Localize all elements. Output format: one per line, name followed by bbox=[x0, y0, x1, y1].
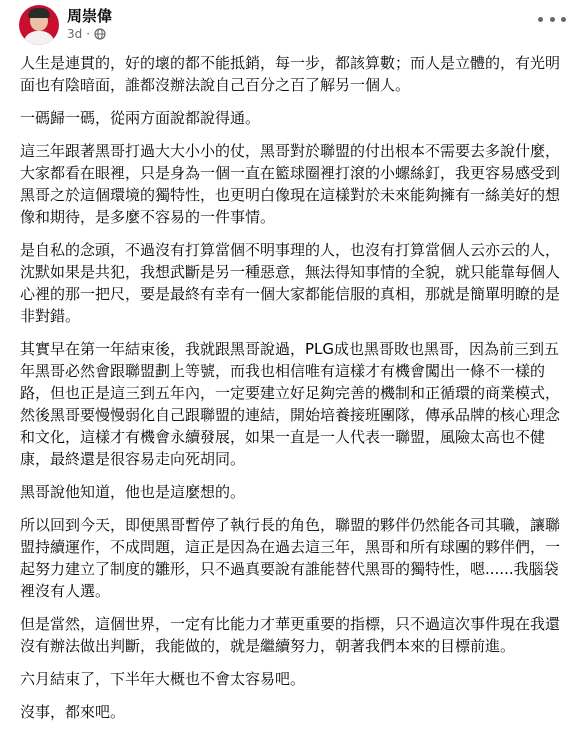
globe-icon[interactable] bbox=[94, 28, 106, 40]
post-paragraph: 沒事，都來吧。 bbox=[20, 703, 126, 721]
post-paragraph: 但是當然，這個世界，一定有比能力才華更重要的指標，只不過這次事件現在我還沒有辦法做出判斷，我能做的，就是繼續努力，朝著我們本來的目標前進。 bbox=[20, 615, 561, 655]
post-paragraph: 其實早在第一年結束後，我就跟黑哥說過，PLG成也黑哥敗也黑哥，因為前三到五年黑哥必然會跟聯盟劃上等號，而我也相信唯有這樣才有機會闖出一條不一樣的路，但也正是這三到五年內，一定要建立好足夠完善的機制和正循環的商業模式，然後黑哥要慢慢弱化自己跟聯盟的連結，開始培養接班團隊，傳承品牌的核心理念和文化，這樣才有機會永續發展，如果一直是一人代表一聯盟，風險太高也不健康，最終還是很容易走向死胡同。 bbox=[20, 340, 561, 468]
post-meta bbox=[67, 26, 106, 42]
post-paragraph: 六月結束了，下半年大概也不會太容易吧。 bbox=[20, 670, 306, 688]
post-paragraph: 所以回到今天，即便黑哥暫停了執行長的角色，聯盟的夥伴仍然能各司其職，讓聯盟持續運作，不成問題，這正是因為在過去這三年，黑哥和所有球團的夥伴們，一起努力建立了制度的雛形，只不過真要說有誰能替代黑哥的獨特性，嗯......我腦袋裡沒有人選。 bbox=[20, 516, 561, 600]
post-time[interactable]: 3d bbox=[67, 27, 83, 41]
post-paragraph: 一碼歸一碼，從兩方面說都說得通。 bbox=[20, 109, 261, 127]
post-header bbox=[19, 5, 566, 45]
post-paragraph: 黑哥說他知道，他也是這麼想的。 bbox=[20, 483, 246, 501]
author-name[interactable]: 周崇偉 bbox=[67, 7, 113, 25]
post-paragraph: 人生是連貫的，好的壞的都不能抵銷，每一步，都該算數；而人是立體的，有光明面也有陰暗面，誰都沒辦法說自己百分之百了解另一個人。 bbox=[20, 54, 561, 94]
meta-separator: · bbox=[86, 27, 91, 41]
post-paragraph: 是自私的念頭，不過沒有打算當個不明事理的人，也沒有打算當個人云亦云的人，沈默如果是共犯，我想武斷是另一種惡意，無法得知事情的全貌，就只能靠每個人心裡的那一把尺，要是最終有幸有一個大家都能信服的真相，那就是簡單明瞭的是非對錯。 bbox=[20, 241, 561, 325]
post-text bbox=[20, 52, 572, 734]
avatar[interactable] bbox=[19, 5, 59, 45]
more-options-icon[interactable] bbox=[538, 9, 566, 29]
post-paragraph: 這三年跟著黑哥打過大大小小的仗，黑哥對於聯盟的付出根本不需要去多說什麼，大家都看在眼裡，只是身為一個一直在籃球圈裡打滾的小螺絲釘，我更容易感受到黑哥之於這個環境的獨特性，也更明白像現在這樣對於未來能夠擁有一絲美好的想像和期待，是多麼不容易的一件事情。 bbox=[20, 142, 561, 226]
